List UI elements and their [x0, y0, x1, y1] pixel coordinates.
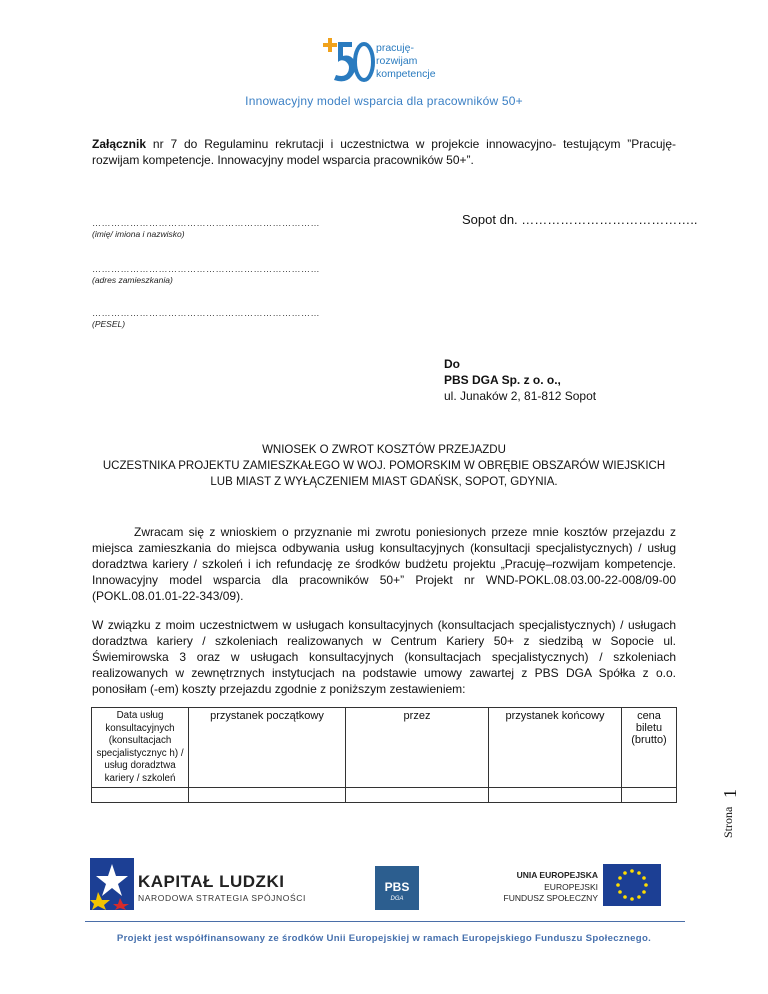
body-paragraph-1 — [92, 524, 676, 604]
project-logo — [318, 36, 478, 88]
eu-line-3: FUNDUSZ SPOŁECZNY — [503, 893, 598, 903]
kapital-ludzki-title: KAPITAŁ LUDZKI — [138, 872, 285, 891]
name-field[interactable]: ……………………………………………………………… — [92, 218, 320, 228]
address-hint: (adres zamieszkania) — [92, 275, 173, 285]
eu-flag-icon — [603, 864, 661, 906]
col-date: Data usług konsultacyjnych (konsultacjach specjalistycznyc h) / usług doradztwa kariery / szkoleń — [92, 708, 189, 788]
pesel-hint: (PESEL) — [92, 319, 126, 329]
eu-text — [488, 870, 598, 905]
pbs-logo — [375, 866, 419, 910]
cell-price[interactable] — [622, 788, 677, 803]
body-paragraph-2: W związku z moim uczestnictwem w usługach konsultacyjnych (konsultacjach specjalistycznych) / usługach doradztwa kariery / szkoleniach realizowanych w Centrum Kariery 50+ z siedzibą w Sopocie ul. Świemirowska 3 oraz w usługach konsultacyjnych (konsultacjach specjalistycznych) / szkoleniach realizowanych w zewnętrznych instytucjach na podstawie umowy zawartej z PBS DGA Spółka z o.o. ponosiłam (-em) koszty przejazdu zgodnie z poniższym zestawieniem: — [92, 618, 676, 696]
footer-text: Projekt jest współfinansowany ze środków Unii Europejskiej w ramach Europejskiego Funduszu Społecznego. — [116, 933, 652, 944]
cell-end[interactable] — [489, 788, 622, 803]
kapital-ludzki-subtitle: NARODOWA STRATEGIA SPÓJNOŚCI — [138, 893, 306, 903]
costs-table — [91, 707, 677, 803]
cell-via[interactable] — [346, 788, 489, 803]
pbs-logo-text: PBS — [384, 880, 410, 894]
pesel-field[interactable]: ……………………………………………………………… — [92, 308, 320, 318]
date-field[interactable]: Sopot dn. ………………………………….. — [462, 212, 698, 227]
cell-date[interactable] — [92, 788, 189, 803]
col-ticket-price: cena biletu (brutto) — [622, 708, 677, 788]
col-end-stop: przystanek końcowy — [489, 708, 622, 788]
footer-divider — [85, 921, 685, 922]
recipient-do: Do — [444, 357, 460, 371]
title-line-2: UCZESTNIKA PROJEKTU ZAMIESZKAŁEGO W WOJ. POMORSKIM W OBRĘBIE OBSZARÓW WIEJSKICH — [102, 460, 666, 472]
col-start-stop: przystanek początkowy — [189, 708, 346, 788]
recipient-company: PBS DGA Sp. z o. o., — [444, 373, 561, 387]
page-label: Strona — [721, 806, 735, 838]
address-field[interactable]: ……………………………………………………………… — [92, 264, 320, 274]
page-num: 1 — [720, 789, 740, 798]
page-number — [718, 760, 744, 840]
col-via: przez — [346, 708, 489, 788]
recipient-address — [444, 356, 596, 404]
eu-title: UNIA EUROPEJSKA — [516, 870, 598, 880]
logo-word-3: kompetencje — [376, 68, 436, 80]
table-row — [92, 788, 677, 803]
logo-word-2: rozwijam — [376, 55, 418, 67]
intro-text: nr 7 do Regulaminu rekrutacji i uczestnictwa w projekcie innowacyjno- testującym ”Pracuję-rozwijam kompetencje. Innowacyjny model wsparcia pracowników 50+”. — [92, 137, 676, 167]
title-line-3: LUB MIAST Z WYŁĄCZENIEM MIAST GDAŃSK, SOPOT, GDYNIA. — [210, 476, 558, 488]
recipient-street: ul. Junaków 2, 81-812 Sopot — [444, 389, 597, 403]
table-header-row — [92, 708, 677, 788]
document-title — [90, 442, 678, 490]
intro-paragraph — [92, 136, 676, 168]
title-line-1: WNIOSEK O ZWROT KOSZTÓW PRZEJAZDU — [262, 444, 506, 456]
fifty-plus-logo-icon — [318, 36, 376, 88]
intro-bold: Załącznik — [92, 137, 147, 151]
cell-start[interactable] — [189, 788, 346, 803]
header-tagline: Innowacyjny model wsparcia dla pracowników 50+ — [245, 94, 523, 108]
body-p1-text: Zwracam się z wnioskiem o przyznanie mi zwrotu poniesionych przeze mnie kosztów przejazdu z miejsca zamieszkania do miejsca odbywania usług konsultacyjnych (konsultacji specjalistycznych) / usług doradztwa kariery / szkoleń i ich refundację ze środków budżetu projektu „Pracuję–rozwijam kompetencje. Innowacyjny model wsparcia dla pracowników 50+” Projekt nr WND-POKL.08.03.00-22-008/09-00 (POKL.08.01.01-22-343/09). — [92, 525, 676, 603]
pbs-logo-sub: DGA — [390, 896, 404, 902]
logo-word-1: pracuję- — [376, 42, 414, 54]
name-hint: (imię/ imiona i nazwisko) — [92, 229, 185, 239]
kapital-ludzki-star-icon — [90, 858, 134, 910]
eu-line-2: EUROPEJSKI — [544, 881, 598, 892]
